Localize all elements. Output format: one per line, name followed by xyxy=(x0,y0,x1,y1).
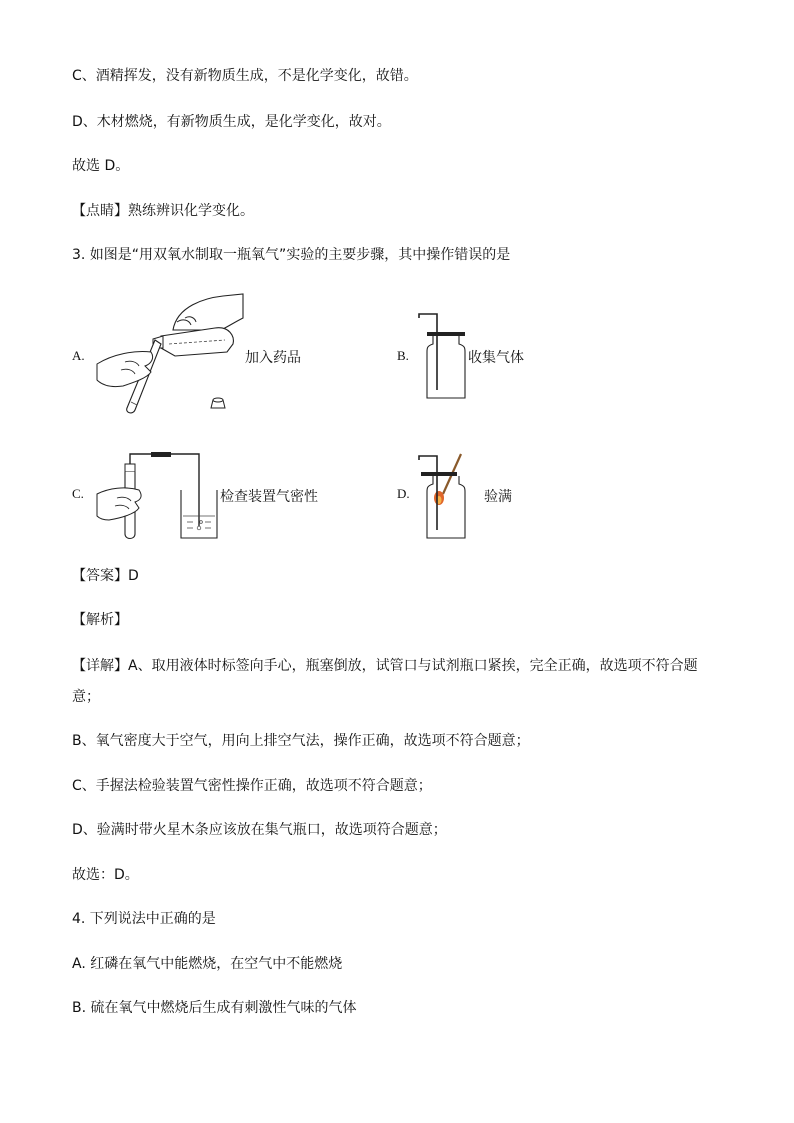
text-line: 【详解】A、取用液体时标签向手心，瓶塞倒放，试管口与试剂瓶口紧挨，完全正确，故选项不符合题 xyxy=(72,658,698,674)
figure-add-reagent xyxy=(95,292,245,417)
option-b-caption: 收集气体 xyxy=(468,350,524,366)
text-line: 故选：D。 xyxy=(72,867,139,883)
option-line: A. 红磷在氧气中能燃烧，在空气中不能燃烧 xyxy=(72,956,343,972)
text-line: D、验满时带火星木条应该放在集气瓶口，故选项符合题意； xyxy=(72,822,447,838)
question-4-title: 4. 下列说法中正确的是 xyxy=(72,911,216,927)
analysis-heading: 【解析】 xyxy=(72,612,128,628)
text-line: C、手握法检验装置气密性操作正确，故选项不符合题意； xyxy=(72,778,432,794)
question-3-title: 3. 如图是“用双氧水制取一瓶氧气”实验的主要步骤，其中操作错误的是 xyxy=(72,247,511,263)
text-line: 故选 D。 xyxy=(72,158,130,174)
answer-line: 【答案】D xyxy=(72,568,139,584)
text-line: C、酒精挥发，没有新物质生成，不是化学变化，故错。 xyxy=(72,68,418,84)
text-line: 意； xyxy=(72,689,100,705)
option-line: B. 硫在氧气中燃烧后生成有刺激性气味的气体 xyxy=(72,1000,357,1016)
option-d-letter: D. xyxy=(397,486,410,501)
figure-check-airtightness xyxy=(95,450,225,542)
option-b-letter: B. xyxy=(397,348,409,363)
figure-collect-gas xyxy=(415,312,475,402)
option-d-caption: 验满 xyxy=(484,489,512,505)
option-a-letter: A. xyxy=(72,348,85,363)
option-c-letter: C. xyxy=(72,486,84,501)
figure-check-full xyxy=(415,452,475,542)
text-line: B、氧气密度大于空气，用向上排空气法，操作正确，故选项不符合题意； xyxy=(72,733,530,749)
option-c-caption: 检查装置气密性 xyxy=(220,489,318,505)
option-a-caption: 加入药品 xyxy=(245,350,301,366)
text-line: 【点睛】熟练辨识化学变化。 xyxy=(72,203,254,219)
text-line: D、木材燃烧，有新物质生成，是化学变化，故对。 xyxy=(72,114,391,130)
